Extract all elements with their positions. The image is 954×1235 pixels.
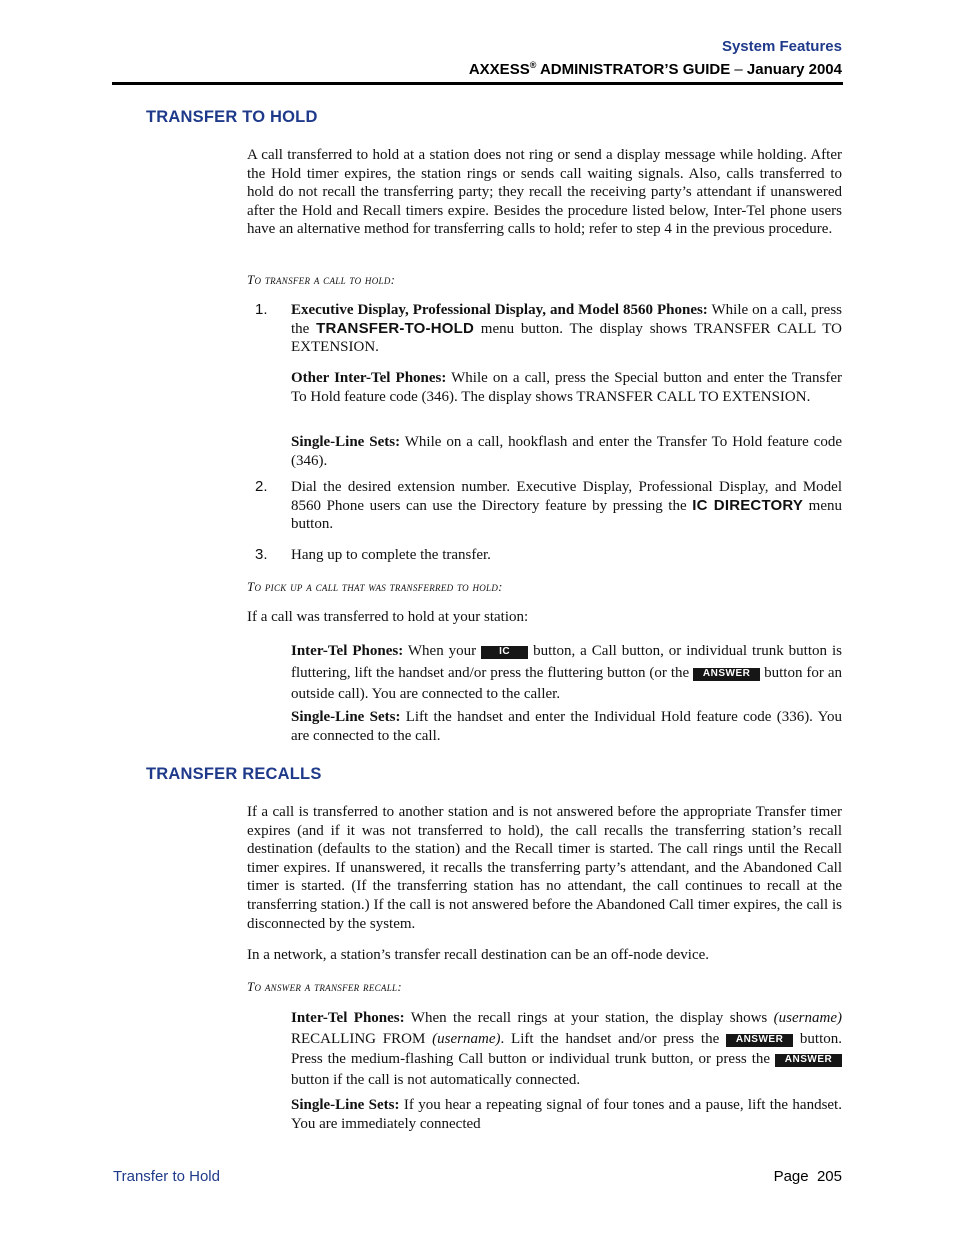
page-label: Page bbox=[773, 1168, 809, 1185]
header-rule bbox=[112, 82, 843, 85]
single-line-text: While on a call, hookflash and enter the Transfer To Hold feature code (346). bbox=[291, 434, 842, 469]
ic-directory-menu-button-label: IC DIRECTORY bbox=[692, 496, 804, 514]
recall-intertel bbox=[291, 1008, 842, 1090]
procedure-initial: T bbox=[247, 579, 255, 594]
pickup-single-line-text: Lift the handset and enter the Individual Hold feature code (336). You are connected to the call. bbox=[291, 709, 842, 744]
procedure-rest: o answer a transfer recall: bbox=[254, 979, 402, 994]
single-line-lead: Single-Line Sets: bbox=[291, 434, 401, 450]
intro-paragraph: A call transferred to hold at a station does not ring or send a display message while holding. After the Hold timer expires, the station rings or sends call waiting signals. Also, calls transferred to hold do not recall the transferring party; they recall the receiving party’s attendant if unanswered after the Hold and Recall timers expire. Besides the procedure listed below, Inter-Tel phone users have an alternative method for transferring calls to hold; refer to step 4 in the previous procedure. bbox=[247, 147, 842, 238]
step-2-text-a: Dial the desired extension number. Executive Display, Professional Display, and Model 8560 Phone users can use the Directory feature by pressing the bbox=[291, 479, 842, 514]
answer-key-icon: ANSWER bbox=[726, 1034, 793, 1047]
step-1-text bbox=[291, 301, 842, 357]
step-number-3: 3. bbox=[255, 546, 268, 563]
step-1-single-line bbox=[291, 433, 842, 470]
recall-single-line-text: If you hear a repeating signal of four tones and a pause, lift the handset. You are immediately connected bbox=[291, 1097, 842, 1132]
title-guide: ADMINISTRATOR’S GUIDE bbox=[536, 61, 735, 78]
transfer-to-hold-menu-button-label: TRANSFER-TO-HOLD bbox=[316, 319, 475, 337]
answer-key-icon: ANSWER bbox=[775, 1054, 842, 1067]
username-placeholder: (username) bbox=[432, 1030, 501, 1047]
pickup-intertel-text-c: button for an outside call). You are connected to the caller. bbox=[291, 664, 843, 702]
step-1-other-phones bbox=[291, 369, 842, 406]
pickup-single-line-lead: Single-Line Sets: bbox=[291, 709, 401, 725]
footer-section-title: Transfer to Hold bbox=[113, 1168, 220, 1185]
running-header-title bbox=[469, 60, 842, 78]
other-phones-text: While on a call, press the Special button and enter the Transfer To Hold feature code (346). The display shows TRANSFER CALL TO EXTENSION. bbox=[291, 370, 842, 405]
recall-single-line bbox=[291, 1096, 842, 1133]
recalls-paragraph-2: In a network, a station’s transfer recall destination can be an off-node device. bbox=[247, 947, 710, 963]
recall-intertel-text-b: RECALLING FROM bbox=[291, 1030, 433, 1047]
running-header-section: System Features bbox=[721, 38, 842, 55]
heading-transfer-to-hold: TRANSFER TO HOLD bbox=[146, 108, 318, 126]
step-2-text bbox=[291, 478, 842, 534]
step-number-2: 2. bbox=[255, 478, 268, 495]
pickup-intro: If a call was transferred to hold at your station: bbox=[247, 609, 529, 625]
pickup-single-line bbox=[291, 708, 842, 745]
other-phones-lead: Other Inter-Tel Phones: bbox=[291, 370, 447, 386]
title-dash: – bbox=[734, 61, 743, 78]
procedure-rest: o transfer a call to hold: bbox=[254, 272, 396, 287]
registered-mark: ® bbox=[529, 60, 537, 70]
pickup-intertel-text-b: button, a Call button, or individual trunk button is fluttering, lift the handset and/or press the fluttering button (or the bbox=[291, 643, 842, 681]
recalls-paragraph-1: If a call is transferred to another station and is not answered before the appropriate Transfer timer expires (and if it was not transferred to hold), the call recalls the transferring station’s recall destination (defaults to the station) and the Recall timer is started. The call rings until the Recall timer expires. If unanswered, it recalls the transferring party’s attendant, and the Abandoned Call timer is started. (If the transferring station has no attendant, the call continues to recall at the transferring station.) If the call is not answered before the Abandoned Call timer expires, the call is disconnected by the system. bbox=[247, 804, 842, 932]
procedure-title-pickup bbox=[247, 579, 503, 595]
page-number-value: 205 bbox=[816, 1168, 842, 1185]
recall-intertel-text-e: button if the call is not automatically connected. bbox=[291, 1071, 581, 1088]
answer-key-icon: ANSWER bbox=[693, 668, 760, 681]
procedure-title-transfer bbox=[247, 272, 395, 288]
title-date: January 2004 bbox=[742, 61, 842, 78]
step-number-1: 1. bbox=[255, 301, 268, 318]
procedure-initial: T bbox=[247, 272, 255, 287]
procedure-title-answer-recall bbox=[247, 979, 402, 995]
pickup-intertel-text-a: When your bbox=[403, 643, 482, 659]
ic-key-icon: IC bbox=[481, 646, 528, 659]
username-placeholder: (username) bbox=[773, 1010, 842, 1026]
step-3-text: Hang up to complete the transfer. bbox=[291, 547, 491, 563]
recall-intertel-text-c: . Lift the handset and/or press the bbox=[500, 1030, 727, 1047]
procedure-rest: o pick up a call that was transferred to hold: bbox=[254, 579, 503, 594]
procedure-initial: T bbox=[247, 979, 255, 994]
pickup-intertel bbox=[291, 641, 842, 706]
recall-intertel-lead: Inter-Tel Phones: bbox=[291, 1010, 405, 1026]
step-1-text-a: While on a call, press the bbox=[291, 302, 842, 337]
recall-single-line-lead: Single-Line Sets: bbox=[291, 1097, 400, 1113]
title-product: AXXESS bbox=[468, 61, 530, 78]
pickup-intertel-lead: Inter-Tel Phones: bbox=[291, 643, 404, 659]
recall-intertel-text-a: When the recall rings at your station, the display shows bbox=[404, 1010, 774, 1026]
recall-intertel-text-d: button. Press the medium-flashing Call button or individual trunk button, or press the bbox=[291, 1030, 842, 1067]
step-2-text-b: menu button. bbox=[291, 497, 843, 533]
heading-transfer-recalls: TRANSFER RECALLS bbox=[146, 765, 322, 783]
page-number bbox=[774, 1168, 842, 1185]
step-1-lead: Executive Display, Professional Display, and Model 8560 Phones: bbox=[291, 302, 708, 318]
step-1-text-b: menu button. The display shows TRANSFER CALL TO EXTENSION. bbox=[291, 320, 842, 356]
